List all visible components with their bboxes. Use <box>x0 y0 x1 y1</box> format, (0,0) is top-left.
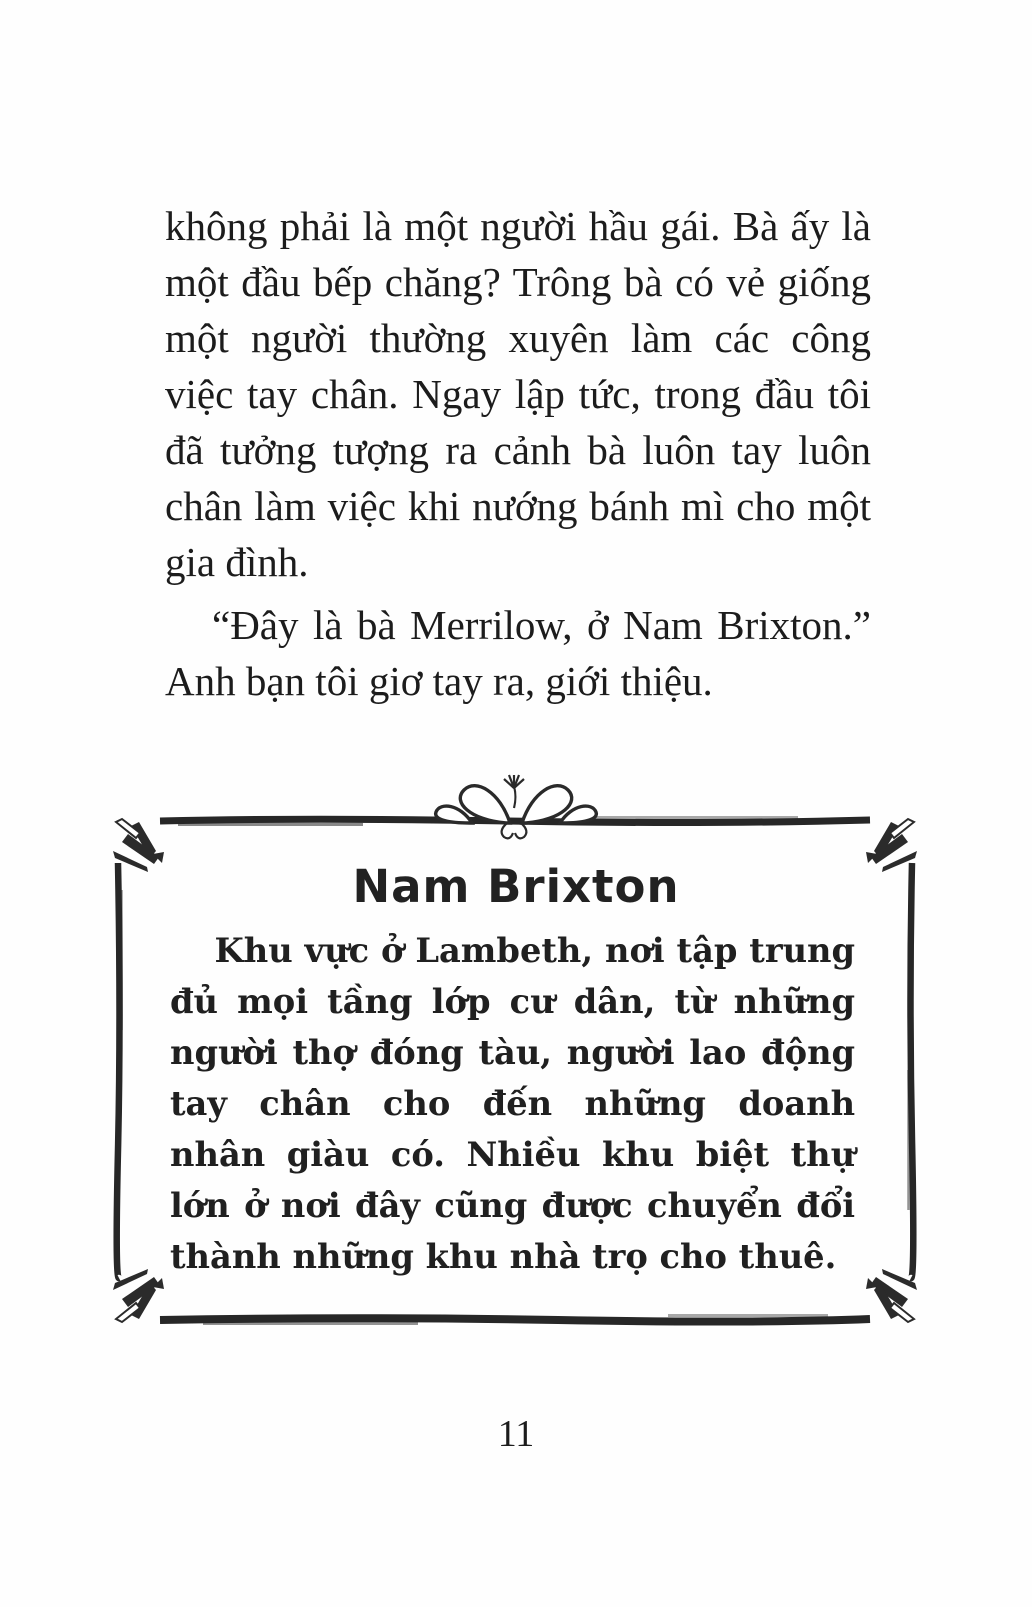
paragraph-dialogue: “Đây là bà Merrilow, ở Nam Brixton.” Anh bạn tôi giơ tay ra, giới thiệu. <box>165 602 871 704</box>
infobox-title: Nam Brixton <box>352 860 680 913</box>
infobox-body: Khu vực ở Lambeth, nơi tập trung đủ mọi tầng lớp cư dân, từ những người thợ đóng tàu, người lao động tay chân cho đến những doanh nhân giàu có. Nhiều khu biệt thự lớn ở nơi đây cũng được chuyển đổi thành những khu nhà trọ cho thuê. <box>170 931 856 1277</box>
ribbon-bow-icon <box>436 775 597 838</box>
infobox-nam-brixton <box>108 770 924 1336</box>
paragraph-continuation: không phải là một người hầu gái. Bà ấy là một đầu bếp chăng? Trông bà có vẻ giống một người thường xuyên làm các công việc tay chân. Ngay lập tức, trong đầu tôi đã tưởng tượng ra cảnh bà luôn tay luôn chân làm việc khi nướng bánh mì cho một gia đình. <box>165 203 871 585</box>
page-number: 11 <box>497 1413 535 1455</box>
main-text <box>165 198 871 709</box>
